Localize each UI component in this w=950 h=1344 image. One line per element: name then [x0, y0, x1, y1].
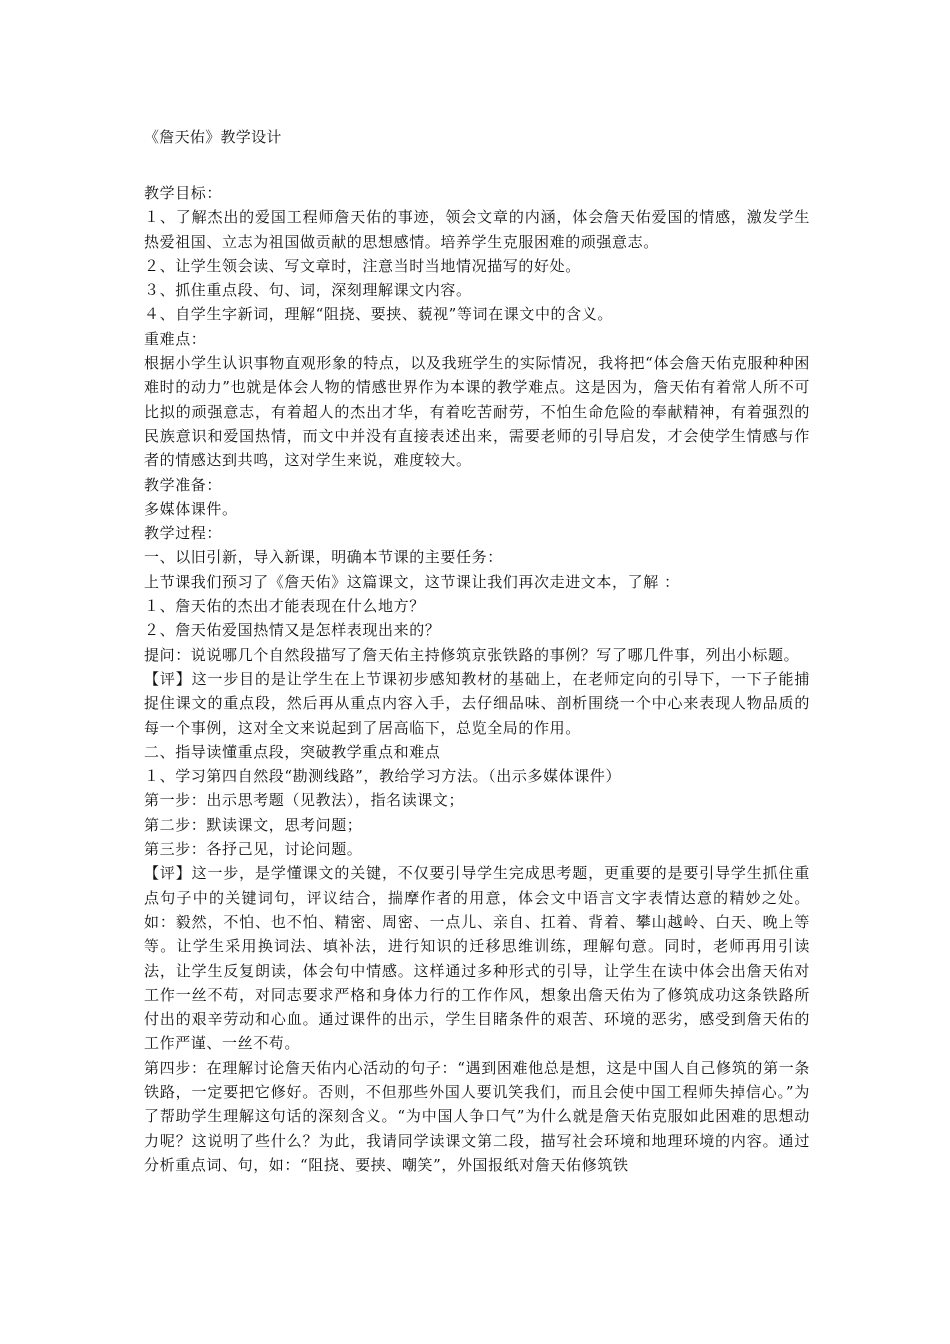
difficulty-heading: 重难点：: [144, 329, 207, 348]
step2-substep-2: 第二步：默读课文，思考问题；: [144, 815, 363, 834]
prep-heading: 教学准备：: [144, 475, 223, 494]
step1-intro: 上节课我们预习了《詹天佑》这篇课文，这节课让我们再次走进文本，了解 ：: [144, 572, 680, 591]
step2-item-1: １、学习第四自然段“勘测线路”，教给学习方法。（出示多媒体课件）: [144, 767, 622, 786]
document-page: [144, 126, 810, 1177]
step2-substep-4: 第四步：在理解讨论詹天佑内心活动的句子：“遇到困难他总是想，这是中国人自己修筑的第一条铁路，一定要把它修好。否则，不但那些外国人要讥笑我们，而且会使中国工程师失掉信心。”为了帮助学生理解这句话的深刻含义。“为中国人争口气”为什么就是詹天佑克服如此困难的思想动力呢？这说明了些什么？为此，我请同学读课文第二段，描写社会环境和地理环境的内容。通过分析重点词、句，如：“阻挠、要挟、嘲笑”，外国报纸对詹天佑修筑铁: [144, 1058, 810, 1174]
step1-comment: 【评】这一步目的是让学生在上节课初步感知教材的基础上，在老师定向的引导下，一下子能捕捉住课文的重点段，然后再从重点内容入手，去仔细品味、剖析围绕一个中心来表现人物品质的每一个事例，这对全文来说起到了居高临下，总览全局的作用。: [144, 669, 810, 737]
step2-substep-1: 第一步：出示思考题（见教法），指名读课文；: [144, 791, 465, 810]
objective-item-4: ４、自学生字新词，理解“阻挠、要挟、藐视”等词在课文中的含义。: [144, 305, 613, 324]
step1-question-1: １、詹天佑的杰出才能表现在什么地方？: [144, 597, 425, 616]
step2-heading: 二、指导读懂重点段，突破教学重点和难点: [144, 742, 441, 761]
step1-question-2: ２、詹天佑爱国热情又是怎样表现出来的？: [144, 621, 441, 640]
process-heading: 教学过程：: [144, 524, 223, 543]
step2-comment: 【评】这一步，是学懂课文的关键，不仅要引导学生完成思考题，更重要的是要引导学生抓住重点句子中的关键词句，评议结合，揣摩作者的用意，体会文中语言文字表情达意的精妙之处。如：毅然，不怕、也不怕、精密、周密、一点儿、亲自、扛着、背着、攀山越岭、白天、晚上等等。让学生采用换词法、填补法，进行知识的迁移思维训练，理解句意。同时，老师再用引读法，让学生反复朗读，体会句中情感。这样通过多种形式的引导，让学生在读中体会出詹天佑对工作一丝不苟，对同志要求严格和身体力行的工作作风，想象出詹天佑为了修筑成功这条铁路所付出的艰辛劳动和心血。通过课件的出示，学生目睹条件的艰苦、环境的恶劣，感受到詹天佑的工作严谨、一丝不苟。: [144, 864, 810, 1053]
objectives-heading: 教学目标：: [144, 184, 223, 202]
prep-text: 多媒体课件。: [144, 499, 238, 518]
step1-heading: 一、以旧引新，导入新课，明确本节课的主要任务：: [144, 548, 503, 567]
difficulty-paragraph: 根据小学生认识事物直观形象的特点，以及我班学生的实际情况，我将把“体会詹天佑克服种种困难时的动力”也就是体会人物的情感世界作为本课的教学难点。这是因为，詹天佑有着常人所不可比拟的顽强意志，有着超人的杰出才华，有着吃苦耐劳，不怕生命危险的奉献精神，有着强烈的民族意识和爱国热情，而文中并没有直接表述出来，需要老师的引导启发，才会使学生情感与作者的情感达到共鸣，这对学生来说，难度较大。: [144, 354, 810, 470]
objective-item-3: ３、抓住重点段、句、词，深刻理解课文内容。: [144, 281, 472, 300]
objective-item-1: １、了解杰出的爱国工程师詹天佑的事迹，领会文章的内涵，体会詹天佑爱国的情感，激发学生热爱祖国、立志为祖国做贡献的思想感情。培养学生克服困难的顽强意志。: [144, 208, 810, 251]
step1-ask: 提问：说说哪几个自然段描写了詹天佑主持修筑京张铁路的事例？写了哪几件事，列出小标题。: [144, 645, 800, 664]
document-title: 《詹天佑》教学设计: [144, 128, 282, 146]
step2-substep-3: 第三步：各抒己见，讨论问题。: [144, 840, 363, 859]
objective-item-2: ２、让学生领会读、写文章时，注意当时当地情况描写的好处。: [144, 256, 581, 275]
